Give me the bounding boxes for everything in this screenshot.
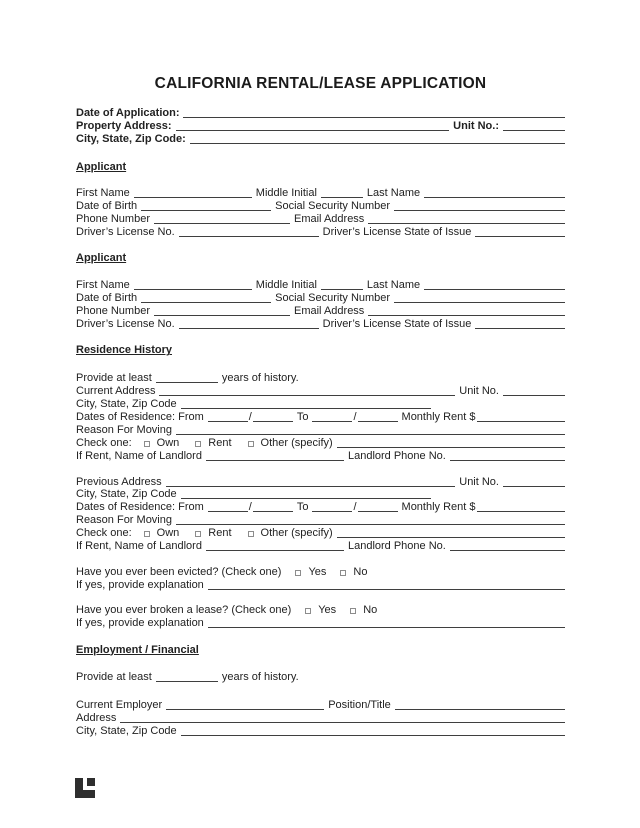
to-month-field[interactable]: [312, 419, 352, 422]
own-rent-other-row: [76, 436, 565, 449]
unit-no-label: Unit No.: [459, 385, 499, 398]
years-of-history-label: years of history.: [221, 671, 299, 684]
employer-row: [76, 698, 565, 711]
years-of-history-field[interactable]: [156, 380, 218, 383]
evicted-yes-checkbox[interactable]: [295, 570, 301, 576]
date-of-birth-field[interactable]: [141, 208, 271, 211]
current-residence-block: [76, 371, 565, 461]
position-title-label: Position/Title: [328, 699, 391, 712]
city-state-zip-row: [76, 397, 565, 410]
legal-templates-logo-icon: [75, 778, 95, 798]
date-of-application-field[interactable]: [183, 115, 565, 118]
date-separator: /: [248, 411, 252, 424]
unit-no-field[interactable]: [503, 393, 565, 396]
broken-lease-question-block: [76, 603, 565, 629]
dates-of-residence-row: [76, 500, 565, 513]
explanation-label: If yes, provide explanation: [76, 578, 204, 591]
middle-initial-label: Middle Initial: [255, 278, 317, 291]
own-checkbox[interactable]: [144, 441, 150, 447]
current-employer-field[interactable]: [166, 707, 324, 710]
email-address-label: Email Address: [294, 213, 365, 226]
reason-for-moving-label: Reason For Moving: [76, 514, 172, 527]
phone-number-field[interactable]: [154, 313, 290, 316]
drivers-license-no-label: Driver’s License No.: [76, 226, 175, 239]
drivers-license-state-field[interactable]: [475, 326, 565, 329]
own-rent-other-row: [76, 526, 565, 539]
to-year-field[interactable]: [358, 509, 398, 512]
date-of-birth-label: Date of Birth: [76, 291, 138, 304]
evicted-question-label: Have you ever been evicted? (Check one): [76, 565, 282, 578]
evicted-explanation-row: [76, 578, 565, 591]
email-address-label: Email Address: [294, 304, 365, 317]
document-content: [76, 0, 565, 737]
other-checkbox[interactable]: [248, 441, 254, 447]
ssn-label: Social Security Number: [275, 291, 391, 304]
first-name-field[interactable]: [134, 287, 252, 290]
rent-checkbox[interactable]: [195, 441, 201, 447]
phone-number-field[interactable]: [154, 221, 290, 224]
last-name-label: Last Name: [366, 278, 421, 291]
drivers-license-no-field[interactable]: [179, 234, 319, 237]
applicant-1-heading-row: [76, 160, 565, 173]
drivers-license-state-label: Driver’s License State of Issue: [322, 226, 472, 239]
to-month-field[interactable]: [312, 509, 352, 512]
employment-financial-heading: Employment / Financial: [76, 643, 199, 656]
landlord-row: [76, 449, 565, 462]
city-state-zip-field[interactable]: [181, 733, 565, 736]
other-specify-label: Other (specify): [260, 436, 333, 449]
applicant-1-heading: Applicant: [76, 160, 127, 173]
unit-no-field[interactable]: [503, 484, 565, 487]
phone-email-row: [76, 212, 565, 225]
landlord-name-field[interactable]: [206, 548, 344, 551]
drivers-license-row: [76, 225, 565, 238]
rent-label: Rent: [208, 436, 232, 449]
drivers-license-no-label: Driver’s License No.: [76, 317, 175, 330]
ssn-field[interactable]: [394, 208, 565, 211]
reason-for-moving-field[interactable]: [176, 432, 565, 435]
landlord-name-field[interactable]: [206, 458, 344, 461]
current-address-row: [76, 384, 565, 397]
from-month-field[interactable]: [208, 419, 248, 422]
rent-label: Rent: [208, 527, 232, 540]
dates-of-residence-label: Dates of Residence: From: [76, 411, 204, 424]
applicant-section-2: [76, 251, 565, 329]
property-address-field[interactable]: [176, 128, 450, 131]
date-of-birth-label: Date of Birth: [76, 200, 138, 213]
applicant-1-fields: [76, 187, 565, 239]
unit-no-label: Unit No.: [459, 475, 499, 488]
check-one-label: Check one:: [76, 436, 132, 449]
first-name-label: First Name: [76, 278, 130, 291]
landlord-phone-field[interactable]: [450, 548, 565, 551]
city-state-zip-field[interactable]: [181, 496, 431, 499]
applicant-2-heading-row: [76, 251, 565, 264]
ssn-label: Social Security Number: [275, 200, 391, 213]
monthly-rent-label: Monthly Rent $: [401, 411, 476, 424]
date-separator: /: [248, 501, 252, 514]
broken-lease-no-checkbox[interactable]: [350, 608, 356, 614]
drivers-license-row: [76, 317, 565, 330]
other-specify-label: Other (specify): [260, 527, 333, 540]
dates-of-residence-label: Dates of Residence: From: [76, 501, 204, 514]
residence-heading-row: [76, 344, 565, 357]
no-label: No: [363, 603, 378, 616]
yes-label: Yes: [308, 565, 327, 578]
from-year-field[interactable]: [253, 419, 293, 422]
date-separator: /: [353, 501, 357, 514]
rent-checkbox[interactable]: [195, 531, 201, 537]
reason-for-moving-field[interactable]: [176, 522, 565, 525]
from-year-field[interactable]: [253, 509, 293, 512]
email-address-field[interactable]: [368, 221, 565, 224]
dob-ssn-row: [76, 199, 565, 212]
to-label: To: [296, 501, 309, 514]
broken-lease-question-row: [76, 603, 565, 616]
name-row: [76, 278, 565, 291]
city-state-zip-label: City, State, Zip Code:: [76, 132, 186, 145]
applicant-2-fields: [76, 278, 565, 330]
city-state-zip-label: City, State, Zip Code: [76, 488, 177, 501]
employer-address-row: [76, 711, 565, 724]
previous-address-field[interactable]: [166, 484, 456, 487]
own-label: Own: [156, 436, 180, 449]
address-field[interactable]: [120, 720, 565, 723]
broken-lease-question-label: Have you ever broken a lease? (Check one): [76, 603, 292, 616]
unit-no-field[interactable]: [503, 128, 565, 131]
email-address-field[interactable]: [368, 313, 565, 316]
landlord-row: [76, 539, 565, 552]
previous-residence-block: [76, 475, 565, 552]
city-state-zip-field[interactable]: [181, 406, 431, 409]
city-state-zip-row: [76, 132, 565, 145]
drivers-license-state-label: Driver’s License State of Issue: [322, 317, 472, 330]
address-label: Address: [76, 712, 117, 725]
broken-lease-explanation-field[interactable]: [208, 625, 565, 628]
date-of-birth-field[interactable]: [141, 300, 271, 303]
drivers-license-no-field[interactable]: [179, 326, 319, 329]
residence-history-heading: Residence History: [76, 344, 172, 357]
current-address-field[interactable]: [159, 393, 455, 396]
evicted-question-row: [76, 565, 565, 578]
city-state-zip-label: City, State, Zip Code: [76, 725, 177, 738]
last-name-field[interactable]: [424, 287, 565, 290]
explanation-label: If yes, provide explanation: [76, 616, 204, 629]
city-state-zip-row: [76, 724, 565, 737]
phone-number-label: Phone Number: [76, 213, 150, 226]
broken-lease-explanation-row: [76, 616, 565, 629]
first-name-label: First Name: [76, 187, 130, 200]
previous-address-label: Previous Address: [76, 475, 162, 488]
previous-address-row: [76, 475, 565, 488]
reason-for-moving-row: [76, 423, 565, 436]
date-of-application-row: [76, 106, 565, 119]
current-employer-block: [76, 698, 565, 737]
provide-at-least-label: Provide at least: [76, 372, 152, 385]
check-one-label: Check one:: [76, 527, 132, 540]
date-of-application-label: Date of Application:: [76, 106, 180, 119]
current-employer-label: Current Employer: [76, 699, 163, 712]
position-title-field[interactable]: [395, 707, 565, 710]
city-state-zip-row: [76, 488, 565, 501]
other-specify-field[interactable]: [337, 445, 565, 448]
to-year-field[interactable]: [358, 419, 398, 422]
other-checkbox[interactable]: [248, 531, 254, 537]
applicant-section-1: [76, 160, 565, 238]
phone-email-row: [76, 304, 565, 317]
broken-lease-yes-checkbox[interactable]: [305, 608, 311, 614]
reason-for-moving-row: [76, 513, 565, 526]
header-fields: [76, 106, 565, 145]
yes-label: Yes: [318, 603, 337, 616]
dob-ssn-row: [76, 291, 565, 304]
first-name-field[interactable]: [134, 195, 252, 198]
city-state-zip-field[interactable]: [190, 141, 565, 144]
last-name-label: Last Name: [366, 187, 421, 200]
landlord-name-label: If Rent, Name of Landlord: [76, 449, 202, 462]
ssn-field[interactable]: [394, 300, 565, 303]
middle-initial-label: Middle Initial: [255, 187, 317, 200]
monthly-rent-label: Monthly Rent $: [401, 501, 476, 514]
phone-number-label: Phone Number: [76, 304, 150, 317]
property-address-row: [76, 119, 565, 132]
property-address-label: Property Address:: [76, 119, 172, 132]
landlord-phone-label: Landlord Phone No.: [347, 449, 446, 462]
name-row: [76, 187, 565, 200]
evicted-no-checkbox[interactable]: [340, 570, 346, 576]
other-specify-field[interactable]: [337, 535, 565, 538]
to-label: To: [296, 411, 309, 424]
current-address-label: Current Address: [76, 385, 156, 398]
provide-at-least-label: Provide at least: [76, 671, 152, 684]
monthly-rent-field[interactable]: [477, 509, 565, 512]
dates-of-residence-row: [76, 410, 565, 423]
years-of-history-row: [76, 671, 565, 684]
residence-history-section: [76, 344, 565, 629]
last-name-field[interactable]: [424, 195, 565, 198]
date-separator: /: [353, 411, 357, 424]
years-of-history-label: years of history.: [221, 372, 299, 385]
own-checkbox[interactable]: [144, 531, 150, 537]
own-label: Own: [156, 527, 180, 540]
employment-financial-section: [76, 643, 565, 737]
city-state-zip-label: City, State, Zip Code: [76, 398, 177, 411]
no-label: No: [353, 565, 368, 578]
monthly-rent-field[interactable]: [477, 419, 565, 422]
evicted-question-block: [76, 565, 565, 591]
landlord-phone-label: Landlord Phone No.: [347, 540, 446, 553]
unit-no-label: Unit No.:: [453, 119, 499, 132]
years-of-history-row: [76, 371, 565, 384]
from-month-field[interactable]: [208, 509, 248, 512]
landlord-phone-field[interactable]: [450, 458, 565, 461]
middle-initial-field[interactable]: [321, 287, 363, 290]
middle-initial-field[interactable]: [321, 195, 363, 198]
reason-for-moving-label: Reason For Moving: [76, 423, 172, 436]
applicant-2-heading: Applicant: [76, 252, 127, 265]
employment-heading-row: [76, 643, 565, 656]
evicted-explanation-field[interactable]: [208, 587, 565, 590]
drivers-license-state-field[interactable]: [475, 234, 565, 237]
page-title: CALIFORNIA RENTAL/LEASE APPLICATION: [154, 75, 487, 92]
years-of-history-field[interactable]: [156, 679, 218, 682]
landlord-name-label: If Rent, Name of Landlord: [76, 540, 202, 553]
